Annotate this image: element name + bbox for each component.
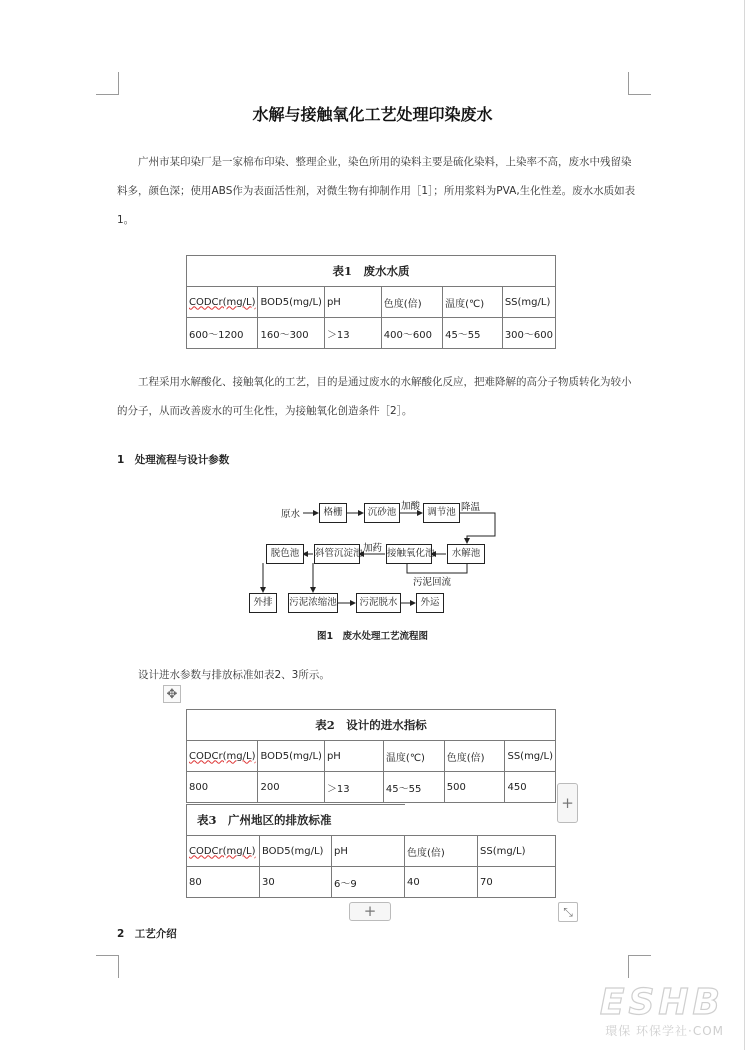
table-cell: pH — [324, 741, 383, 772]
table-cell: ＞13 — [324, 318, 381, 349]
table-cell: SS(mg/L) — [502, 287, 555, 318]
table-cell: 温度(℃) — [443, 287, 503, 318]
process-flow-diagram — [245, 496, 515, 621]
label-add-acid: 加酸 — [401, 501, 421, 512]
design-params-paragraph[interactable]: 设计进水参数与排放标准如表2、3所示。 — [138, 669, 330, 681]
table-cell: 温度(℃) — [383, 741, 444, 772]
table-cell: 45～55 — [443, 318, 503, 349]
table-1[interactable] — [186, 255, 556, 349]
crop-mark-top-right — [628, 72, 651, 95]
node-hydrolysis-tank: 水解池 — [447, 544, 485, 564]
table-move-icon[interactable]: ✥ — [163, 685, 181, 703]
node-decolor-tank: 脱色池 — [266, 544, 304, 564]
table-cell: 色度(倍) — [444, 741, 505, 772]
table-cell — [405, 805, 556, 836]
watermark-logo — [524, 982, 724, 1042]
node-sludge-thickener: 污泥浓缩池 — [288, 593, 338, 613]
table-cell: 450 — [505, 772, 556, 803]
table-cell: CODCr(mg/L) — [187, 836, 260, 867]
section-heading-2[interactable]: 2 工艺介绍 — [117, 928, 177, 940]
table-cell: ＞13 — [324, 772, 383, 803]
table-2-header-row — [187, 741, 556, 772]
table-cell: 600～1200 — [187, 318, 258, 349]
table-cell: SS(mg/L) — [505, 741, 556, 772]
node-discharge: 外排 — [249, 593, 277, 613]
label-cooling: 降温 — [461, 502, 481, 513]
table-3-caption: 表3 广州地区的排放标准 — [187, 805, 405, 836]
process-paragraph[interactable]: 工程采用水解酸化、接触氧化的工艺，目的是通过废水的水解酸化反应，把难降解的高分子物质转化为较小的分子，从而改善废水的可生化性，为接触氧化创造条件［2］。 — [117, 376, 632, 417]
watermark-mark: ESHB — [599, 982, 724, 1023]
node-sand-basin: 沉砂池 — [364, 503, 400, 523]
table-cell: pH — [324, 287, 381, 318]
table-cell: pH — [332, 836, 405, 867]
table-cell: CODCr(mg/L) — [187, 741, 258, 772]
table-cell: SS(mg/L) — [478, 836, 556, 867]
figure-caption: 图1 废水处理工艺流程图 — [316, 631, 429, 642]
table-cell: 300～600 — [502, 318, 555, 349]
table-3-data-row — [187, 867, 556, 898]
table-cell: 800 — [187, 772, 258, 803]
table-cell: 500 — [444, 772, 505, 803]
table-cell: 40 — [405, 867, 478, 898]
table-3-header-row — [187, 836, 556, 867]
crop-mark-bottom-left — [96, 955, 119, 978]
table-resize-icon[interactable]: ⤡ — [558, 902, 578, 922]
node-tube-settler: 斜管沉淀池 — [314, 544, 360, 564]
node-transport-out: 外运 — [416, 593, 444, 613]
node-adjust-tank: 调节池 — [423, 503, 460, 523]
add-column-button[interactable]: + — [557, 783, 578, 823]
table-cell: 400～600 — [381, 318, 442, 349]
crop-mark-bottom-right — [628, 955, 651, 978]
crop-mark-top-left — [96, 72, 119, 95]
table-2-caption: 表2 设计的进水指标 — [187, 710, 556, 741]
table-1-caption: 表1 废水水质 — [187, 256, 556, 287]
table-cell: 200 — [258, 772, 324, 803]
table-cell: 80 — [187, 867, 260, 898]
table-cell: BOD5(mg/L) — [258, 741, 324, 772]
node-raw-water: 原水 — [281, 509, 301, 520]
table-1-data-row — [187, 318, 556, 349]
table-cell: BOD5(mg/L) — [258, 287, 324, 318]
table-cell: CODCr(mg/L) — [187, 287, 258, 318]
node-sludge-dewater: 污泥脱水 — [356, 593, 401, 613]
table-2[interactable] — [186, 709, 556, 803]
table-3[interactable] — [186, 804, 556, 898]
intro-paragraph[interactable]: 广州市某印染厂是一家棉布印染、整理企业，染色所用的染料主要是硫化染料，上染率不高，废水中残留染料多，颜色深；使用ABS作为表面活性剂，对微生物有抑制作用［1］；所用浆料为PVA,生化性差。废水水质如表1。 — [117, 156, 636, 226]
section-heading-1[interactable]: 1 处理流程与设计参数 — [117, 454, 230, 466]
table-cell: 45～55 — [383, 772, 444, 803]
table-2-data-row — [187, 772, 556, 803]
table-cell: 160～300 — [258, 318, 324, 349]
table-cell: 70 — [478, 867, 556, 898]
node-contact-oxidation: 接触氧化池 — [386, 544, 432, 564]
table-cell: 色度(倍) — [405, 836, 478, 867]
add-row-button[interactable]: + — [349, 902, 391, 921]
table-1-header-row — [187, 287, 556, 318]
label-add-chemical: 加药 — [363, 543, 383, 554]
table-cell: 色度(倍) — [381, 287, 442, 318]
table-cell: BOD5(mg/L) — [260, 836, 332, 867]
table-cell: 30 — [260, 867, 332, 898]
node-grid: 格栅 — [319, 503, 347, 523]
table-cell: 6～9 — [332, 867, 405, 898]
watermark-text: 環保 环保学社·COM — [605, 1024, 724, 1038]
label-sludge-reflux: 污泥回流 — [413, 577, 452, 588]
document-title[interactable]: 水解与接触氧化工艺处理印染废水 — [252, 105, 493, 124]
